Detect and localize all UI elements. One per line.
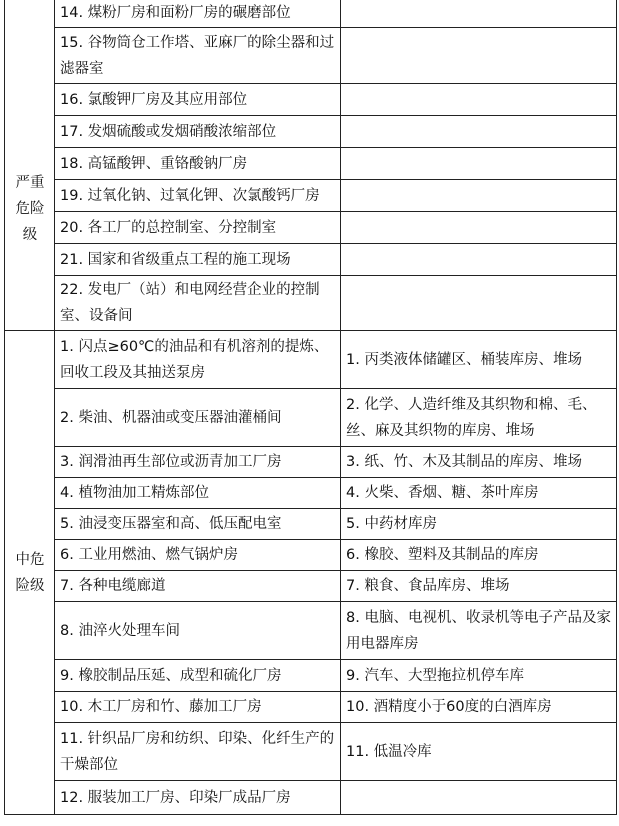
severe-item: 22. 发电厂（站）和电网经营企业的控制室、设备间 xyxy=(55,276,341,331)
table-row xyxy=(5,602,617,660)
table-row xyxy=(5,660,617,692)
medium-item-left: 9. 橡胶制品压延、成型和硫化厂房 xyxy=(55,660,341,692)
empty-cell xyxy=(341,212,617,244)
table-row xyxy=(5,276,617,331)
medium-item-right: 4. 火柴、香烟、糖、茶叶库房 xyxy=(341,478,617,509)
medium-item-left: 4. 植物油加工精炼部位 xyxy=(55,478,341,509)
group-label-line: 严重 xyxy=(15,175,45,191)
severe-item: 17. 发烟硫酸或发烟硝酸浓缩部位 xyxy=(55,116,341,148)
empty-cell xyxy=(341,781,617,815)
table-row xyxy=(5,116,617,148)
group-label-line: 危险级 xyxy=(15,201,45,243)
medium-item-left: 12. 服装加工厂房、印染厂成品厂房 xyxy=(55,781,341,815)
severe-item: 21. 国家和省级重点工程的施工现场 xyxy=(55,244,341,276)
table-row xyxy=(5,212,617,244)
severe-item: 15. 谷物筒仓工作塔、亚麻厂的除尘器和过滤器室 xyxy=(55,28,341,84)
medium-item-right: 3. 纸、竹、木及其制品的库房、堆场 xyxy=(341,447,617,478)
medium-item-right: 5. 中药材库房 xyxy=(341,509,617,540)
table-row xyxy=(5,478,617,509)
severe-item: 20. 各工厂的总控制室、分控制室 xyxy=(55,212,341,244)
medium-item-right: 9. 汽车、大型拖拉机停车库 xyxy=(341,660,617,692)
severe-hazard-group-label xyxy=(5,0,55,331)
medium-item-right: 11. 低温冷库 xyxy=(341,723,617,781)
medium-item-right: 2. 化学、人造纤维及其织物和棉、毛、丝、麻及其织物的库房、堆场 xyxy=(341,389,617,447)
medium-item-left: 11. 针织品厂房和纺织、印染、化纤生产的干燥部位 xyxy=(55,723,341,781)
severe-item: 19. 过氧化钠、过氧化钾、次氯酸钙厂房 xyxy=(55,180,341,212)
table-row xyxy=(5,447,617,478)
empty-cell xyxy=(341,116,617,148)
medium-item-left: 8. 油淬火处理车间 xyxy=(55,602,341,660)
table-row xyxy=(5,84,617,116)
medium-item-left: 3. 润滑油再生部位或沥青加工厂房 xyxy=(55,447,341,478)
medium-item-left: 6. 工业用燃油、燃气锅炉房 xyxy=(55,540,341,571)
table-body xyxy=(5,0,617,815)
empty-cell xyxy=(341,148,617,180)
table-row xyxy=(5,389,617,447)
table-row xyxy=(5,0,617,28)
table-row xyxy=(5,781,617,815)
table-row xyxy=(5,244,617,276)
medium-item-left: 7. 各种电缆廊道 xyxy=(55,571,341,602)
medium-item-left: 1. 闪点≥60℃的油品和有机溶剂的提炼、回收工段及其抽送泵房 xyxy=(55,331,341,389)
medium-item-right: 1. 丙类液体储罐区、桶装库房、堆场 xyxy=(341,331,617,389)
empty-cell xyxy=(341,276,617,331)
severe-item: 16. 氯酸钾厂房及其应用部位 xyxy=(55,84,341,116)
medium-item-right: 6. 橡胶、塑料及其制品的库房 xyxy=(341,540,617,571)
medium-item-left: 2. 柴油、机器油或变压器油灌桶间 xyxy=(55,389,341,447)
table-row xyxy=(5,540,617,571)
empty-cell xyxy=(341,0,617,28)
empty-cell xyxy=(341,84,617,116)
severe-item: 14. 煤粉厂房和面粉厂房的碾磨部位 xyxy=(55,0,341,28)
empty-cell xyxy=(341,28,617,84)
group-label-line: 中危 xyxy=(15,551,45,568)
medium-item-left: 10. 木工厂房和竹、藤加工厂房 xyxy=(55,692,341,723)
table-row xyxy=(5,331,617,389)
table-row xyxy=(5,723,617,781)
group-label-line: 险级 xyxy=(15,577,45,594)
table-row xyxy=(5,692,617,723)
empty-cell xyxy=(341,244,617,276)
medium-item-left: 5. 油浸变压器室和高、低压配电室 xyxy=(55,509,341,540)
severe-item: 18. 高锰酸钾、重铬酸钠厂房 xyxy=(55,148,341,180)
medium-item-right: 10. 酒精度小于60度的白酒库房 xyxy=(341,692,617,723)
empty-cell xyxy=(341,180,617,212)
medium-item-right: 7. 粮食、食品库房、堆场 xyxy=(341,571,617,602)
table-row xyxy=(5,509,617,540)
table-row xyxy=(5,28,617,84)
medium-item-right: 8. 电脑、电视机、收录机等电子产品及家用电器库房 xyxy=(341,602,617,660)
table-row xyxy=(5,180,617,212)
table-row xyxy=(5,148,617,180)
table-row xyxy=(5,571,617,602)
fire-hazard-classification-table xyxy=(4,0,617,815)
medium-hazard-group-label xyxy=(5,331,55,815)
